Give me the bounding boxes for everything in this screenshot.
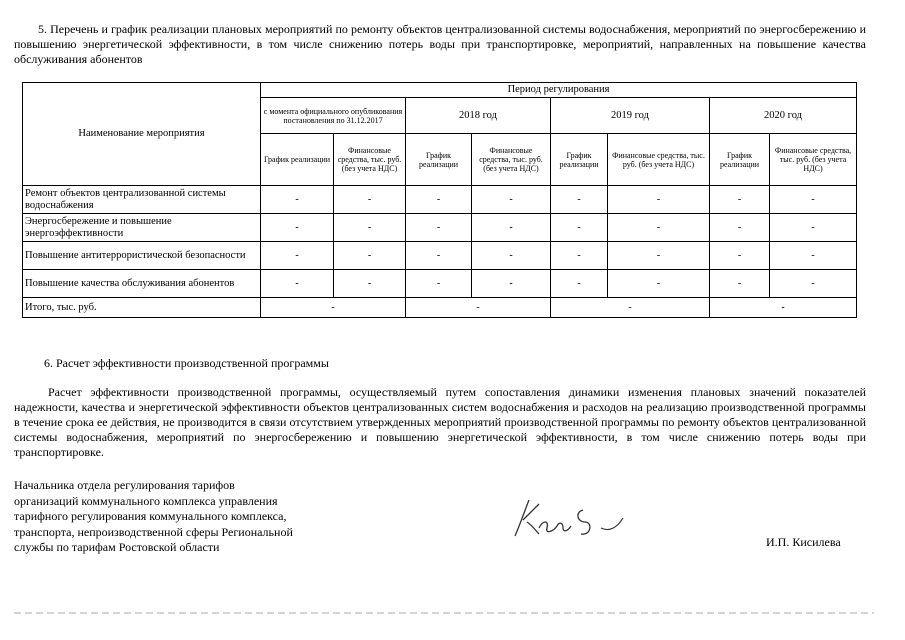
table-row xyxy=(23,242,857,270)
table-cell: - xyxy=(608,214,710,242)
table-cell: - xyxy=(770,242,857,270)
name-column-header: Наименование мероприятия xyxy=(23,83,261,186)
table-cell: - xyxy=(406,242,472,270)
row-name: Энергосбережение и повышение энергоэффективности xyxy=(23,214,261,242)
table-cell: - xyxy=(608,242,710,270)
section6-heading: 6. Расчет эффективности производственной программы xyxy=(44,356,329,370)
total-cell: - xyxy=(710,298,857,318)
sub-header: График реализации xyxy=(710,134,770,186)
table-cell: - xyxy=(710,214,770,242)
total-cell: - xyxy=(551,298,710,318)
sub-header: Финансовые средства, тыс. руб. (без учета НДС) xyxy=(608,134,710,186)
table-cell: - xyxy=(472,270,551,298)
total-name: Итого, тыс. руб. xyxy=(23,298,261,318)
section5-number: 5. xyxy=(38,22,47,36)
period-header-2018: 2018 год xyxy=(406,98,551,134)
sub-header: График реализации xyxy=(406,134,472,186)
table-cell: - xyxy=(472,186,551,214)
table-row xyxy=(23,186,857,214)
signatory-line: службы по тарифам Ростовской области xyxy=(14,540,220,554)
sub-header: Финансовые средства, тыс. руб. (без учета НДС) xyxy=(472,134,551,186)
table-cell: - xyxy=(608,186,710,214)
table-row xyxy=(23,214,857,242)
row-name: Ремонт объектов централизованной системы водоснабжения xyxy=(23,186,261,214)
section5-paragraph xyxy=(14,22,866,67)
total-cell: - xyxy=(261,298,406,318)
table-cell: - xyxy=(334,270,406,298)
sub-header: График реализации xyxy=(551,134,608,186)
table-cell: - xyxy=(334,242,406,270)
scan-artifact-divider xyxy=(14,612,874,614)
signatory-line: Начальника отдела регулирования тарифов xyxy=(14,478,235,492)
row-name: Повышение качества обслуживания абонентов xyxy=(23,270,261,298)
section6-text: Расчет эффективности производственной программы, осуществляемый путем сопоставления динамики изменения плановых значений показателей надежности, качества и энергетической эффективности объектов централизованных систем водоснабжения и расходов на реализацию производственной программы в течение срока ее действия, не производится в связи отсутствием утвержденных мероприятий производственной программы по ремонту объектов централизованной системы водоснабжения, мероприятий по энергосбережению и повышению энергетической эффективности, в том числе снижению потерь воды при транспортировке. xyxy=(14,385,866,459)
table-cell: - xyxy=(551,186,608,214)
period-header-2017: с момента официального опубликования постановления по 31.12.2017 xyxy=(261,98,406,134)
total-cell: - xyxy=(406,298,551,318)
table-cell: - xyxy=(472,242,551,270)
table-cell: - xyxy=(261,186,334,214)
table-cell: - xyxy=(710,242,770,270)
table-cell: - xyxy=(334,186,406,214)
table-cell: - xyxy=(406,186,472,214)
plan-table xyxy=(22,82,857,318)
table-cell: - xyxy=(710,270,770,298)
signatory-line: транспорта, непроизводственной сферы Региональной xyxy=(14,524,293,539)
table-cell: - xyxy=(334,214,406,242)
table-cell: - xyxy=(608,270,710,298)
table-cell: - xyxy=(406,270,472,298)
table-cell: - xyxy=(261,242,334,270)
period-header-2020: 2020 год xyxy=(710,98,857,134)
sub-header: Финансовые средства, тыс. руб. (без учета НДС) xyxy=(334,134,406,186)
section6-paragraph xyxy=(14,385,866,460)
signatory-line: тарифного регулирования коммунального комплекса, xyxy=(14,509,287,523)
signatory-line: организаций коммунального комплекса управления xyxy=(14,493,278,508)
table-cell: - xyxy=(551,270,608,298)
handwritten-signature xyxy=(505,492,635,544)
signatory-name: И.П. Кисилева xyxy=(766,535,841,549)
signatory-position xyxy=(14,478,344,556)
table-cell: - xyxy=(770,186,857,214)
sub-header: Финансовые средства, тыс. руб. (без учета НДС) xyxy=(770,134,857,186)
period-header: Период регулирования xyxy=(261,83,857,98)
period-header-2019: 2019 год xyxy=(551,98,710,134)
total-row xyxy=(23,298,857,318)
table-cell: - xyxy=(551,242,608,270)
row-name: Повышение антитеррористической безопасности xyxy=(23,242,261,270)
table-cell: - xyxy=(710,186,770,214)
table-cell: - xyxy=(472,214,551,242)
section5-text: Перечень и график реализации плановых мероприятий по ремонту объектов централизованной системы водоснабжения, мероприятий по энергосбережению и повышению энергетической эффективности, в том числе снижению потерь воды при транспортировке, мероприятий, направленных на повышение качества обслуживания абонентов xyxy=(14,22,867,66)
table-row xyxy=(23,270,857,298)
table-cell: - xyxy=(770,214,857,242)
table-cell: - xyxy=(551,214,608,242)
table-cell: - xyxy=(261,214,334,242)
table-cell: - xyxy=(261,270,334,298)
table-cell: - xyxy=(406,214,472,242)
sub-header: График реализации xyxy=(261,134,334,186)
table-cell: - xyxy=(770,270,857,298)
